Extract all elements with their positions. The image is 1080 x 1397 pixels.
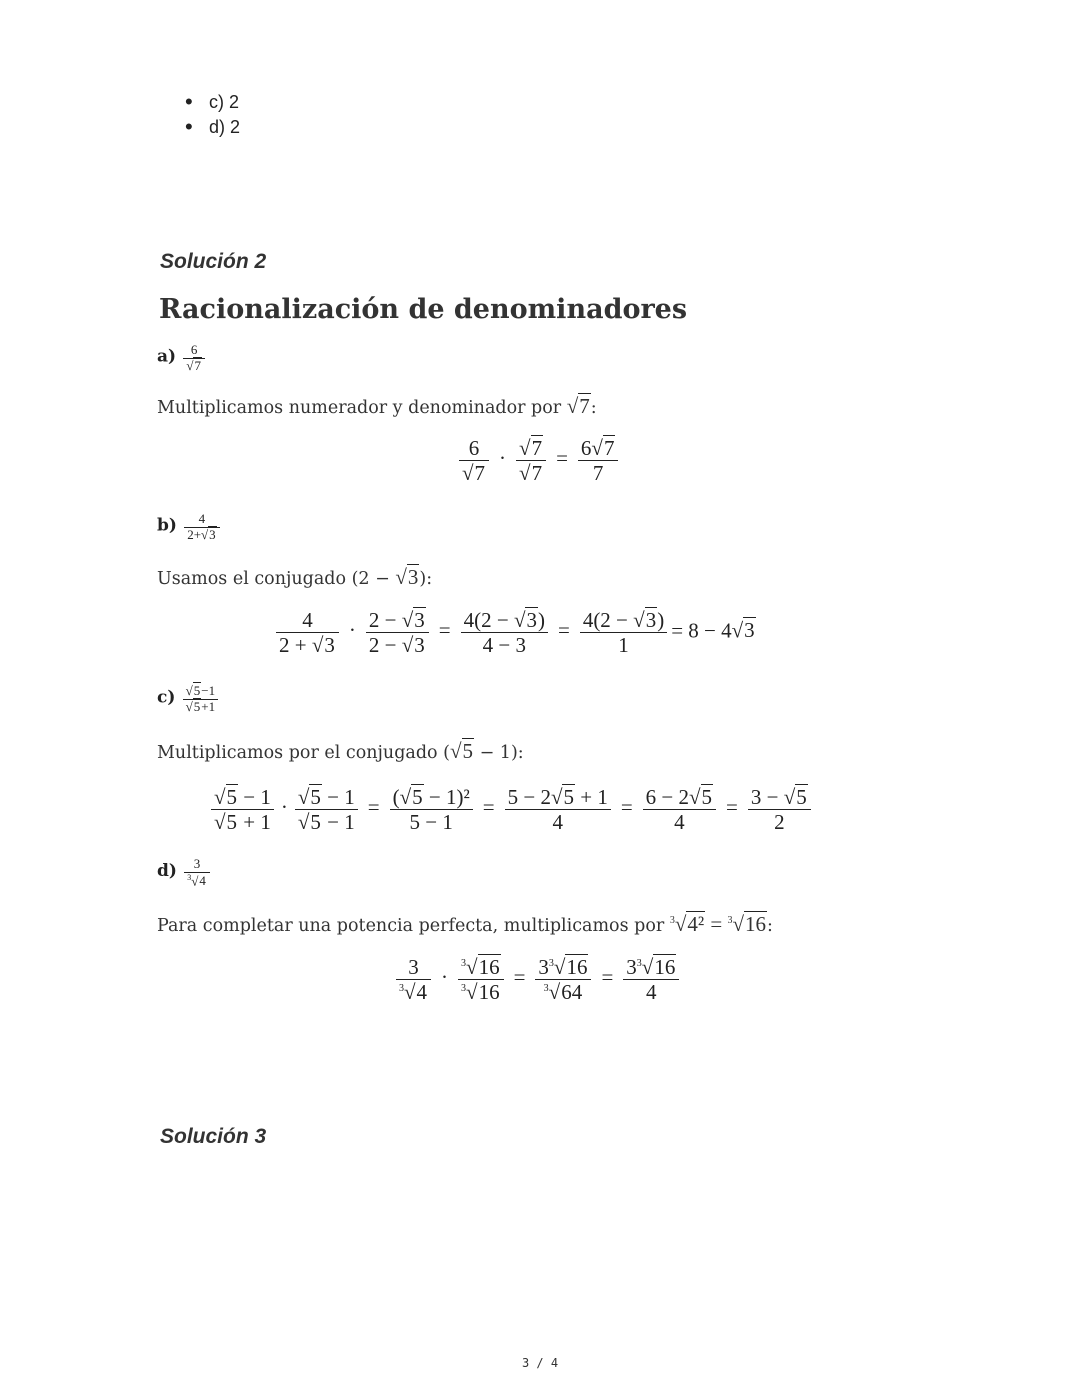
c-text-end: − 1): — [474, 743, 524, 763]
eq-a-f2-den: 7 — [531, 461, 543, 486]
c-den-post: +1 — [201, 698, 216, 714]
eq-c-f4-post: + 1 — [574, 785, 608, 809]
eq-c-f2-den-rad: 5 — [310, 810, 321, 835]
equation-b: $\frac{4}{2 + √3}$ · $\frac{2 - √3}{2 - √3}$ = $\frac{4(2 - √3)}{4 - 3}$ = $\frac{4(2 - √3)}{1}$ = 8 − 4√3 — [272, 608, 756, 657]
d-text-idx1: 3 — [669, 915, 675, 926]
eq-c-f3-post: − 1)² — [423, 785, 470, 809]
item-b-label: b) — [157, 515, 177, 536]
item-c-header: c) $\frac{√5-1}{√5+1}$ — [157, 684, 222, 715]
d-text-end: : — [767, 916, 773, 936]
a-text-rad: 7 — [579, 394, 590, 418]
a-text-end: : — [590, 398, 597, 418]
d-text-eq: = — [705, 912, 728, 936]
eq-a-f1-num: 6 — [468, 436, 480, 460]
c-num-rad: 5 — [193, 683, 201, 698]
eq-d-f2-idx1: 3 — [461, 958, 467, 969]
eq-b-f1-den-rad: 3 — [324, 633, 335, 658]
eq-d-f3-idx1: 3 — [548, 958, 554, 969]
solution-2-label: Solución 2 — [160, 250, 267, 273]
eq-a-f2-num: 7 — [531, 436, 543, 460]
answer-list — [185, 90, 240, 140]
eq-c-f4-pre: 5 − 2 — [507, 785, 551, 809]
page-number: 3 / 4 — [521, 1356, 559, 1370]
eq-b-f3-pre: 4(2 − — [463, 608, 509, 632]
eq-c-f3-den: 5 − 1 — [390, 809, 473, 834]
item-d-header: d) $\frac{3}{^3√4}$ — [157, 857, 214, 889]
item-c-text: Multiplicamos por el conjugado (√5 − 1): — [157, 739, 524, 763]
b-num: 4 — [198, 511, 206, 526]
eq-c-f4-den: 4 — [505, 809, 611, 834]
equation-a: $\frac{6}{√7}$ · $\frac{√7}{√7}$ = $\frac{6√7}{7}$ — [455, 436, 622, 485]
eq-d-f1-den: 4 — [416, 980, 428, 1005]
list-item: • d) 2 — [185, 115, 240, 140]
a-num: 6 — [190, 342, 198, 357]
item-c-label: c) — [157, 687, 176, 708]
b-text-end: ): — [419, 569, 433, 589]
eq-c-f4-rad: 5 — [563, 785, 574, 809]
d-text: Para completar una potencia perfecta, multiplicamos por — [157, 916, 665, 936]
b-den-rad: 3 — [209, 526, 216, 542]
eq-c-f6-pre: 3 − — [750, 785, 784, 809]
equation-c: $\frac{√5 - 1}{√5 + 1}$ · $\frac{√5 - 1}{√5 - 1}$ = $\frac{\text{(√5 − 1)²}}{5 - 1}$ = $\frac{5 - 2√5 + 1}{4}$ = $\frac{6 - 2√5}{4}$ = $\frac{3 - √5}{2}$ — [207, 785, 815, 834]
eq-c-f1-den-post: + 1 — [238, 810, 271, 835]
eq-a-f3-coef: 6 — [580, 436, 592, 460]
eq-b-f4-rad: 3 — [645, 608, 657, 632]
eq-b-f3-den: 4 − 3 — [461, 632, 548, 657]
eq-b-f1-num: 4 — [302, 608, 313, 632]
eq-b-f2-num-pre: 2 − — [368, 608, 397, 632]
eq-c-f1-num-rad: 5 — [226, 785, 238, 809]
item-a-label: a) — [157, 346, 177, 367]
eq-d-f1-idx: 3 — [399, 983, 404, 995]
eq-b-f4-pre: 4(2 − — [582, 608, 628, 632]
eq-d-f2-idx2: 3 — [461, 983, 467, 995]
d-den-rad: 4 — [199, 873, 206, 889]
d-text-rad2: 16 — [745, 912, 767, 936]
eq-d-f3-den: 64 — [561, 980, 583, 1005]
item-d-text: Para completar una potencia perfecta, multiplicamos por $^3$√4² = $^3$√16: — [157, 912, 773, 936]
eq-d-f4-coef: 3 — [626, 955, 637, 979]
eq-b-f2-num-rad: 3 — [414, 608, 425, 632]
a-text: Multiplicamos numerador y denominador por — [157, 398, 562, 418]
eq-b-f4-post: ) — [657, 608, 665, 632]
eq-c-f3-pre: ( — [392, 785, 400, 809]
eq-c-f5-den: 4 — [643, 809, 716, 834]
b-text-rad: 3 — [407, 565, 419, 589]
eq-a-f3-rad: 7 — [603, 436, 615, 460]
eq-d-f4-idx: 3 — [636, 958, 642, 969]
a-den: 7 — [194, 357, 201, 373]
item-a-text: Multiplicamos numerador y denominador por √7: — [157, 394, 597, 418]
d-num: 3 — [193, 856, 201, 871]
item-d-label: d) — [157, 861, 177, 882]
eq-c-f3-rad: 5 — [412, 785, 423, 809]
eq-d-f1-num: 3 — [408, 955, 419, 979]
b-den-pre: 2+ — [187, 526, 202, 542]
item-b-text: Usamos el conjugado (2 − √3): — [157, 565, 433, 589]
item-a-header: a) $\frac{6}{√7}$ — [157, 343, 209, 374]
eq-c-f5-pre: 6 − 2 — [645, 785, 690, 809]
eq-d-f3-coef: 3 — [538, 955, 549, 979]
eq-d-f3-idx2: 3 — [543, 983, 549, 995]
section-title: Racionalización de denominadores — [159, 294, 688, 325]
eq-b-f2-den-rad: 3 — [414, 633, 425, 658]
eq-d-f3-num: 16 — [566, 955, 588, 979]
eq-b-f2-den-pre: 2 − — [368, 633, 397, 658]
eq-c-f2-num-post: − 1 — [321, 785, 355, 809]
eq-a-f3-den: 7 — [578, 460, 619, 485]
eq-d-f4-num: 16 — [654, 955, 676, 979]
eq-b-f3-rad: 3 — [526, 608, 537, 632]
c-num-post: −1 — [201, 683, 216, 698]
equation-d: $\frac{3}{^3√4}$ · $\frac{^3√16}{^3√16}$ = $\frac{3^3√16}{^3√64}$ = $\frac{3^3√16}{4}$ — [392, 955, 683, 1004]
eq-c-f6-den: 2 — [748, 809, 811, 834]
eq-c-f2-den-post: − 1 — [321, 810, 355, 835]
item-b-header: b) $\frac{4}{2+√3}$ — [157, 512, 224, 543]
eq-a-f1-den: 7 — [474, 461, 486, 486]
list-item: • c) 2 — [185, 90, 240, 115]
eq-c-f1-num-post: − 1 — [238, 785, 271, 809]
eq-c-f5-rad: 5 — [701, 785, 713, 809]
d-text-rad1: 4² — [687, 912, 705, 936]
eq-c-f1-den-rad: 5 — [226, 810, 238, 835]
eq-b-f4-den: 1 — [580, 632, 667, 657]
eq-d-f2-den: 16 — [478, 980, 500, 1005]
eq-b-f1-den-pre: 2 + — [279, 633, 307, 658]
c-den-rad: 5 — [193, 698, 201, 714]
eq-d-f2-num: 16 — [478, 955, 500, 979]
c-text: Multiplicamos por el conjugado ( — [157, 743, 450, 763]
eq-c-f6-rad: 5 — [796, 785, 807, 809]
eq-c-f2-num-rad: 5 — [310, 785, 321, 809]
eq-b-f3-post: ) — [537, 608, 545, 632]
b-text: Usamos el conjugado (2 − — [157, 569, 390, 589]
solution-3-label: Solución 3 — [160, 1125, 267, 1148]
d-root-index: 3 — [187, 872, 192, 882]
eq-b-result-rad: 3 — [744, 618, 755, 643]
c-text-rad: 5 — [462, 739, 474, 763]
d-text-idx2: 3 — [727, 915, 733, 926]
eq-d-f4-den: 4 — [623, 979, 679, 1004]
eq-b-result-pre: = 8 − 4 — [671, 618, 732, 643]
